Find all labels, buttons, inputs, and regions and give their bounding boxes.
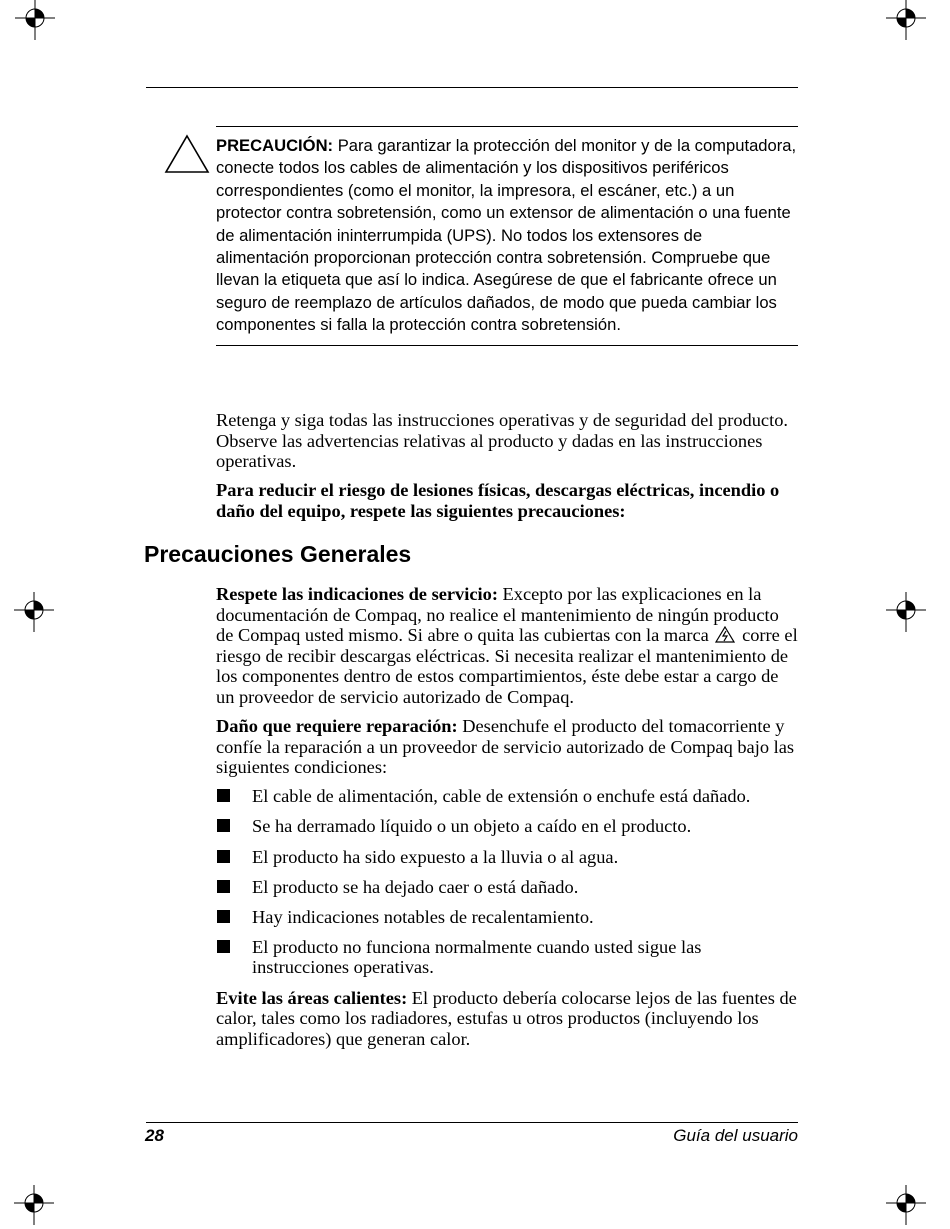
list-item-text: El producto no funciona normalmente cuando usted sigue las instrucciones operativas.	[252, 936, 702, 978]
heat-paragraph	[216, 988, 800, 1050]
list-item-text: Hay indicaciones notables de recalentamiento.	[252, 906, 594, 927]
damage-paragraph	[216, 716, 800, 778]
list-item-text: El cable de alimentación, cable de extensión o enchufe está dañado.	[252, 786, 751, 807]
footer-doc-title: Guía del usuario	[673, 1126, 798, 1145]
bullet-square-icon	[217, 880, 230, 893]
heat-text: El producto debería colocarse lejos de las fuentes de calor, tales como los radiadores, estufas u otros productos (incluyendo los amplificadores) que generan calor.	[216, 987, 797, 1049]
heat-label: Evite las áreas calientes:	[216, 987, 408, 1008]
service-text-after: corre el riesgo de recibir descargas eléctricas. Si necesita realizar el mantenimiento de los componentes dentro de estos compartimientos, éste debe estar a cargo de un proveedor de servicio autorizado de Compaq.	[216, 625, 798, 707]
list-item	[216, 937, 800, 978]
registration-mark-icon	[14, 1185, 54, 1225]
bullet-square-icon	[217, 940, 230, 953]
registration-mark-icon	[886, 1185, 926, 1225]
list-item-text: El producto se ha dejado caer o está dañado.	[252, 876, 579, 897]
list-item	[216, 816, 800, 837]
intro-bold-paragraph	[216, 480, 800, 521]
registration-mark-icon	[886, 592, 926, 632]
section-heading: Precauciones Generales	[144, 541, 412, 567]
bullet-square-icon	[217, 910, 230, 923]
footer-rule	[146, 1122, 798, 1123]
caution-text	[216, 135, 798, 337]
intro-bold-text: Para reducir el riesgo de lesiones físicas, descargas eléctricas, incendio o daño del equipo, respete las siguientes precauciones:	[216, 480, 780, 521]
list-item-text: Se ha derramado líquido o un objeto a caído en el producto.	[252, 816, 692, 837]
section-body	[216, 584, 800, 1058]
registration-mark-icon	[15, 0, 55, 40]
bullet-square-icon	[217, 789, 230, 802]
intro-paragraph: Retenga y siga todas las instrucciones operativas y de seguridad del producto. Observe las advertencias relativas al producto y dadas en las instrucciones operativas.	[216, 410, 788, 472]
bullet-square-icon	[217, 819, 230, 832]
service-label: Respete las indicaciones de servicio:	[216, 584, 498, 604]
damage-text: Desenchufe el producto del tomacorriente y confíe la reparación a un proveedor de servicio autorizado de Compaq bajo las siguientes condiciones:	[216, 716, 795, 778]
list-item	[216, 907, 800, 928]
damage-conditions-list	[216, 786, 800, 978]
damage-label: Daño que requiere reparación:	[216, 716, 458, 737]
list-item	[216, 786, 800, 807]
caution-label: PRECAUCIÓN:	[216, 136, 334, 155]
list-item	[216, 847, 800, 868]
service-text-before: Excepto por las explicaciones en la documentación de Compaq, no realice el mantenimiento de ningún producto de Compaq usted mismo. Si abre o quita las cubiertas con la marca	[216, 584, 779, 646]
bullet-square-icon	[217, 850, 230, 863]
caution-box	[216, 126, 798, 346]
caution-body: Para garantizar la protección del monitor y de la computadora, conecte todos los cables de alimentación y los dispositivos periféricos correspondientes (como el monitor, la impresora, el escáner, etc.) a un protector contra sobretensión, como un extensor de alimentación o una fuente de alimentación ininterrumpida (UPS). No todos los extensores de alimentación proporcionan protección contra sobretensión. Compruebe que llevan la etiqueta que así lo indica. Asegúrese de que el fabricante ofrece un seguro de reemplazo de artículos dañados, de modo que pueda cambiar los componentes si falla la protección contra sobretensión.	[216, 136, 797, 335]
list-item-text: El producto ha sido expuesto a la lluvia o al agua.	[252, 846, 619, 867]
list-item	[216, 877, 800, 898]
registration-mark-icon	[14, 592, 54, 632]
page-number: 28	[145, 1126, 164, 1145]
header-rule	[146, 87, 798, 88]
registration-mark-icon	[886, 0, 926, 40]
caution-triangle-icon	[164, 133, 210, 175]
intro-block	[216, 410, 800, 530]
electric-hazard-icon	[715, 626, 735, 643]
service-paragraph	[216, 584, 800, 708]
